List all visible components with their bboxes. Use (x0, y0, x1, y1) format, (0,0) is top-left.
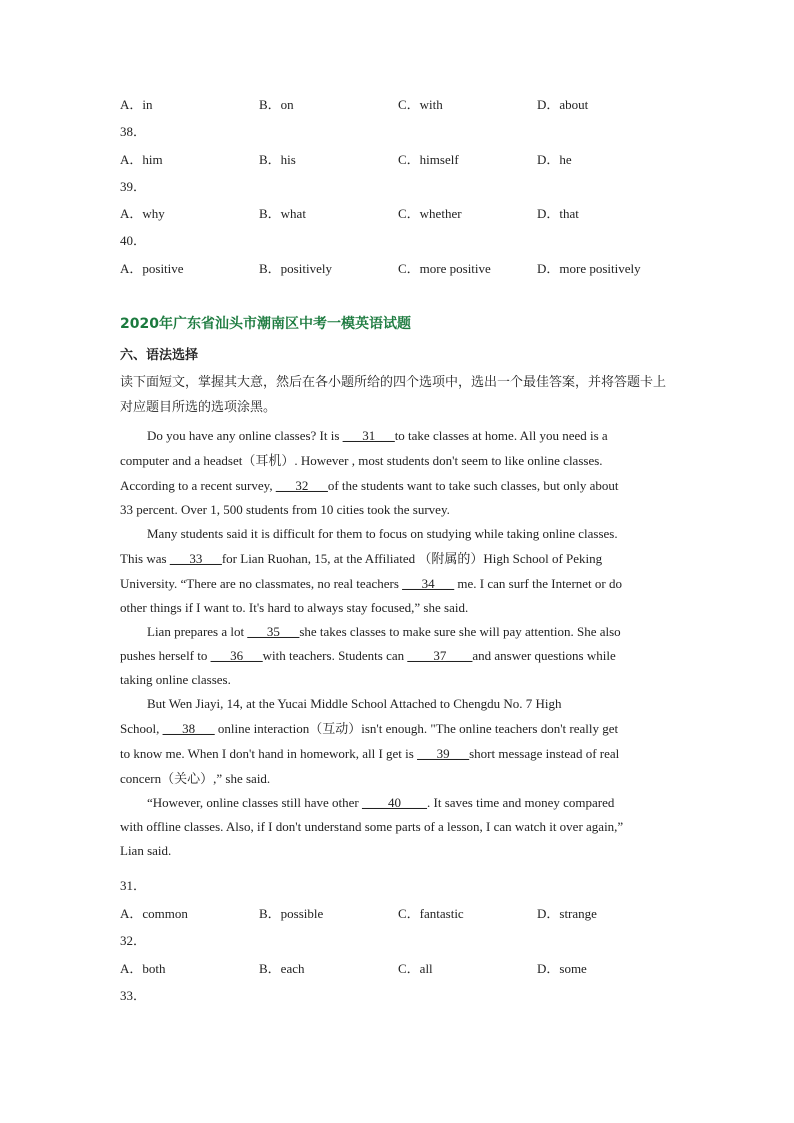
option-d: D．some (537, 961, 587, 976)
passage-line: taking online classes. (120, 672, 231, 687)
option-d: D．strange (537, 906, 597, 921)
option-b: B．each (259, 961, 305, 976)
option-b: B．possible (259, 906, 324, 921)
blank-38: ___38___ (162, 721, 215, 736)
blank-32: ___32___ (275, 478, 328, 493)
document-title: 2020年广东省汕头市潮南区中考一模英语试题 (120, 316, 411, 332)
option-b: B．positively (259, 261, 332, 276)
blank-33: ___33___ (169, 551, 222, 566)
passage-line: other things if I want to. It's hard to always stay focused,” she said. (120, 600, 469, 615)
option-a: A．why (120, 206, 165, 221)
passage-line: pushes herself to ___36___with teachers. Students can ____37____and answer questions while (120, 648, 616, 663)
question-number-38: 38． (120, 124, 147, 139)
option-c: C．all (398, 961, 433, 976)
passage-line: 33 percent. Over 1, 500 students from 10 cities took the survey. (120, 502, 450, 517)
question-number-32: 32． (120, 933, 147, 948)
passage-line: concern（关心）,” she said. (120, 771, 271, 786)
section-title: 六、语法选择 (120, 348, 199, 363)
blank-40: ____40____ (362, 795, 427, 810)
option-a: A．in (120, 97, 153, 112)
option-d: D．that (537, 206, 579, 221)
option-a: A．positive (120, 261, 184, 276)
paragraph-3 (120, 620, 678, 692)
q37-options (120, 96, 680, 114)
passage-line: Many students said it is difficult for them to focus on studying while taking online classes. (147, 526, 618, 541)
passage-line: “However, online classes still have other ____40____. It saves time and money compared (147, 795, 615, 810)
question-number-31: 31． (120, 878, 147, 893)
q38-options (120, 151, 680, 169)
blank-37: ____37____ (407, 648, 473, 663)
instructions: 读下面短文，掌握其大意，然后在各小题所给的四个选项中，选出一个最佳答案，并将答题卡上对应题目所选的选项涂黑。 (120, 375, 667, 415)
option-a: A．common (120, 906, 188, 921)
q40-options (120, 260, 680, 278)
question-number-39: 39． (120, 179, 147, 194)
option-d: D．he (537, 152, 572, 167)
q32-options (120, 960, 680, 978)
passage-line: University. “There are no classmates, no real teachers ___34___ me. I can surf the Internet or do (120, 576, 622, 591)
blank-34: ___34___ (402, 576, 455, 591)
option-b: B．on (259, 97, 294, 112)
question-number-33: 33． (120, 988, 147, 1003)
passage-line: with offline classes. Also, if I don't understand some parts of a lesson, I can watch it over again,” (120, 819, 624, 834)
passage-line: to know me. When I don't hand in homework, all I get is ___39___short message instead of real (120, 746, 620, 761)
blank-36: ___36___ (210, 648, 263, 663)
option-d: D．about (537, 97, 589, 112)
blank-31: ___31___ (342, 428, 395, 443)
option-b: B．his (259, 152, 296, 167)
paragraph-2 (120, 522, 678, 620)
option-b: B．what (259, 206, 306, 221)
passage-line: According to a recent survey, ___32___of the students want to take such classes, but only about (120, 478, 619, 493)
option-c: C．himself (398, 152, 459, 167)
reading-passage (120, 423, 678, 863)
blank-35: ___35___ (247, 624, 300, 639)
paragraph-5 (120, 791, 678, 863)
option-c: C．more positive (398, 261, 491, 276)
option-c: C．fantastic (398, 906, 464, 921)
passage-line: Lian prepares a lot ___35___she takes classes to make sure she will pay attention. She also (147, 624, 621, 639)
option-a: A．him (120, 152, 163, 167)
option-c: C．with (398, 97, 443, 112)
passage-line: School, ___38___ online interaction（互动）isn't enough. "The online teachers don't really get (120, 721, 619, 736)
option-d: D．more positively (537, 261, 641, 276)
option-c: C．whether (398, 206, 462, 221)
passage-line: computer and a headset（耳机）. However , most students don't seem to like online classes. (120, 453, 603, 468)
paragraph-4 (120, 692, 678, 791)
option-a: A．both (120, 961, 166, 976)
passage-line: But Wen Jiayi, 14, at the Yucai Middle School Attached to Chengdu No. 7 High (147, 696, 562, 711)
blank-39: ___39___ (417, 746, 470, 761)
q31-options (120, 905, 680, 923)
passage-line: Do you have any online classes? It is ___31___to take classes at home. All you need is a (147, 428, 608, 443)
passage-line: This was ___33___for Lian Ruohan, 15, at the Affiliated （附属的）High School of Peking (120, 551, 603, 566)
question-number-40: 40． (120, 233, 147, 248)
paragraph-1 (120, 423, 678, 522)
passage-line: Lian said. (120, 843, 172, 858)
q39-options (120, 205, 680, 223)
